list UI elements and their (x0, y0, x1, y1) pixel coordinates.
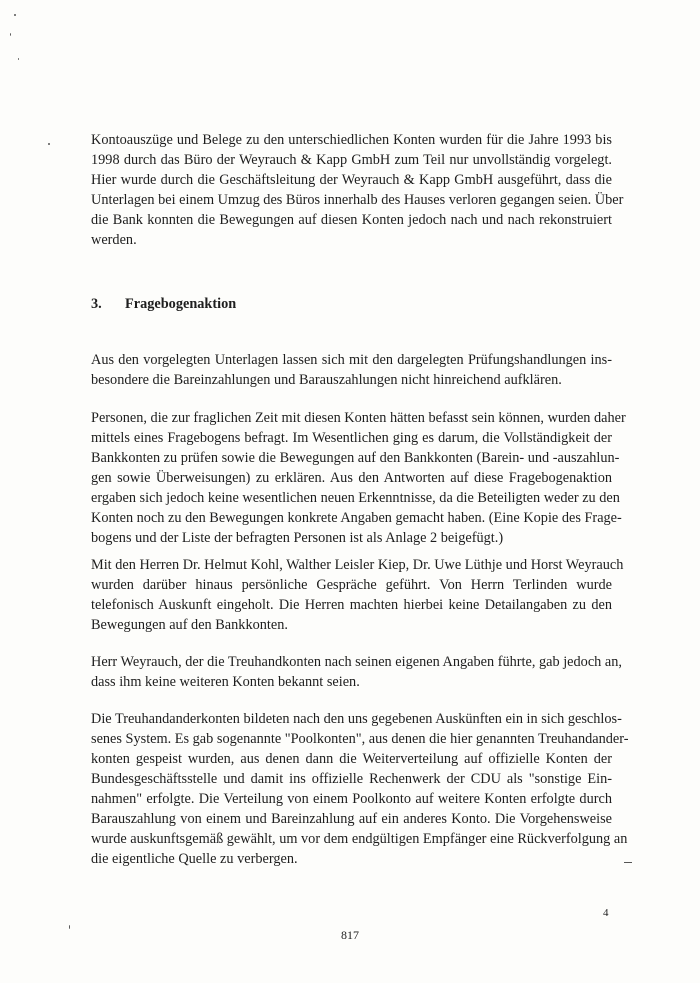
paragraph-line: die Bank konnten die Bewegungen auf diesen Konten jedoch nach und nach rekonstruiert (91, 212, 612, 228)
section-number: 3. (91, 296, 102, 312)
paragraph-line: telefonisch Auskunft eingeholt. Die Herren machten hierbei keine Detailangaben zu den (91, 597, 612, 613)
paragraph-line: Bundesgeschäftsstelle und damit ins offizielle Rechenwerk der CDU als "sonstige Ein- (91, 771, 612, 787)
paragraph-line: gen sowie Überweisungen) zu erklären. Aus den Antworten auf diese Fragebogenaktion (91, 470, 612, 486)
paragraph-line: Unterlagen bei einem Umzug des Büros innerhalb des Hauses verloren gegangen seien. Über (91, 192, 624, 208)
paragraph (91, 555, 624, 635)
paragraph-line: wurden darüber hinaus persönliche Gespräche geführt. Von Herrn Terlinden wurde (91, 577, 612, 593)
paragraph-line: Aus den vorgelegten Unterlagen lassen sich mit den dargelegten Prüfungshandlungen ins- (91, 352, 612, 368)
paragraph-line: 1998 durch das Büro der Weyrauch & Kapp GmbH zum Teil nur unvollständig vorgelegt. (91, 152, 612, 168)
paragraph (91, 408, 626, 548)
paragraph-line: Personen, die zur fraglichen Zeit mit diesen Konten hätten befasst sein können, wurden daher (91, 410, 626, 426)
paragraph-line: Mit den Herren Dr. Helmut Kohl, Walther Leisler Kiep, Dr. Uwe Lüthje und Horst Weyrauch (91, 557, 624, 573)
paragraph-line: nahmen" erfolgte. Die Verteilung von einem Poolkonto auf weitere Konten erfolgte durch (91, 791, 612, 807)
section-heading (91, 296, 236, 313)
page-number: 817 (341, 928, 359, 942)
paragraph-line: besondere die Bareinzahlungen und Barauszahlungen nicht hinreichend aufklären. (91, 372, 562, 388)
scan-speck (48, 143, 50, 145)
paragraph (91, 652, 622, 692)
paragraph-line: mittels eines Fragebogens befragt. Im Wesentlichen ging es darum, die Vollständigkeit der (91, 430, 612, 446)
scan-speck (14, 14, 16, 16)
paragraph-line: die eigentliche Quelle zu verbergen. (91, 851, 298, 867)
paragraph-line: konten gespeist wurden, aus denen dann die Weiterverteilung auf offizielle Konten der (91, 751, 612, 767)
paragraph-line: bogens und der Liste der befragten Personen ist als Anlage 2 beigefügt.) (91, 530, 504, 546)
scan-speck (18, 58, 19, 60)
scan-speck (624, 862, 632, 863)
paragraph-line: senes System. Es gab sogenannte "Poolkonten", aus denen die hier genannten Treuhandander- (91, 731, 629, 747)
paragraph-line: wurde auskunftsgemäß gewählt, um vor dem endgültigen Empfänger eine Rückverfolgung an (91, 831, 628, 847)
paragraph (91, 709, 629, 869)
paragraph-line: Konten noch zu den Bewegungen konkrete Angaben gemacht haben. (Eine Kopie des Frage- (91, 510, 622, 526)
scan-speck (69, 925, 70, 929)
paragraph (91, 350, 612, 390)
corner-mark: 4 (603, 907, 609, 919)
paragraph-line: ergaben sich jedoch keine wesentlichen neuen Erkenntnisse, da die Beteiligten weder zu den (91, 490, 620, 506)
paragraph-line: werden. (91, 232, 137, 248)
paragraph-line: Bankkonten zu prüfen sowie die Bewegungen auf den Bankkonten (Barein- und -auszahlun- (91, 450, 620, 466)
paragraph-line: Die Treuhandanderkonten bildeten nach den uns gegebenen Auskünften ein in sich geschlos- (91, 711, 622, 727)
paragraph-line: dass ihm keine weiteren Konten bekannt seien. (91, 674, 360, 690)
paragraph-line: Bewegungen auf den Bankkonten. (91, 617, 288, 633)
paragraph-line: Barauszahlung von einem und Bareinzahlung auf ein anderes Konto. Die Vorgehensweise (91, 811, 612, 827)
paragraph-line: Herr Weyrauch, der die Treuhandkonten nach seinen eigenen Angaben führte, gab jedoch an, (91, 654, 622, 670)
paragraph (91, 130, 624, 250)
paragraph-line: Kontoauszüge und Belege zu den unterschiedlichen Konten wurden für die Jahre 1993 bis (91, 132, 612, 148)
paragraph-line: Hier wurde durch die Geschäftsleitung der Weyrauch & Kapp GmbH ausgeführt, dass die (91, 172, 612, 188)
scan-speck (10, 33, 11, 36)
section-title: Fragebogenaktion (125, 296, 237, 312)
